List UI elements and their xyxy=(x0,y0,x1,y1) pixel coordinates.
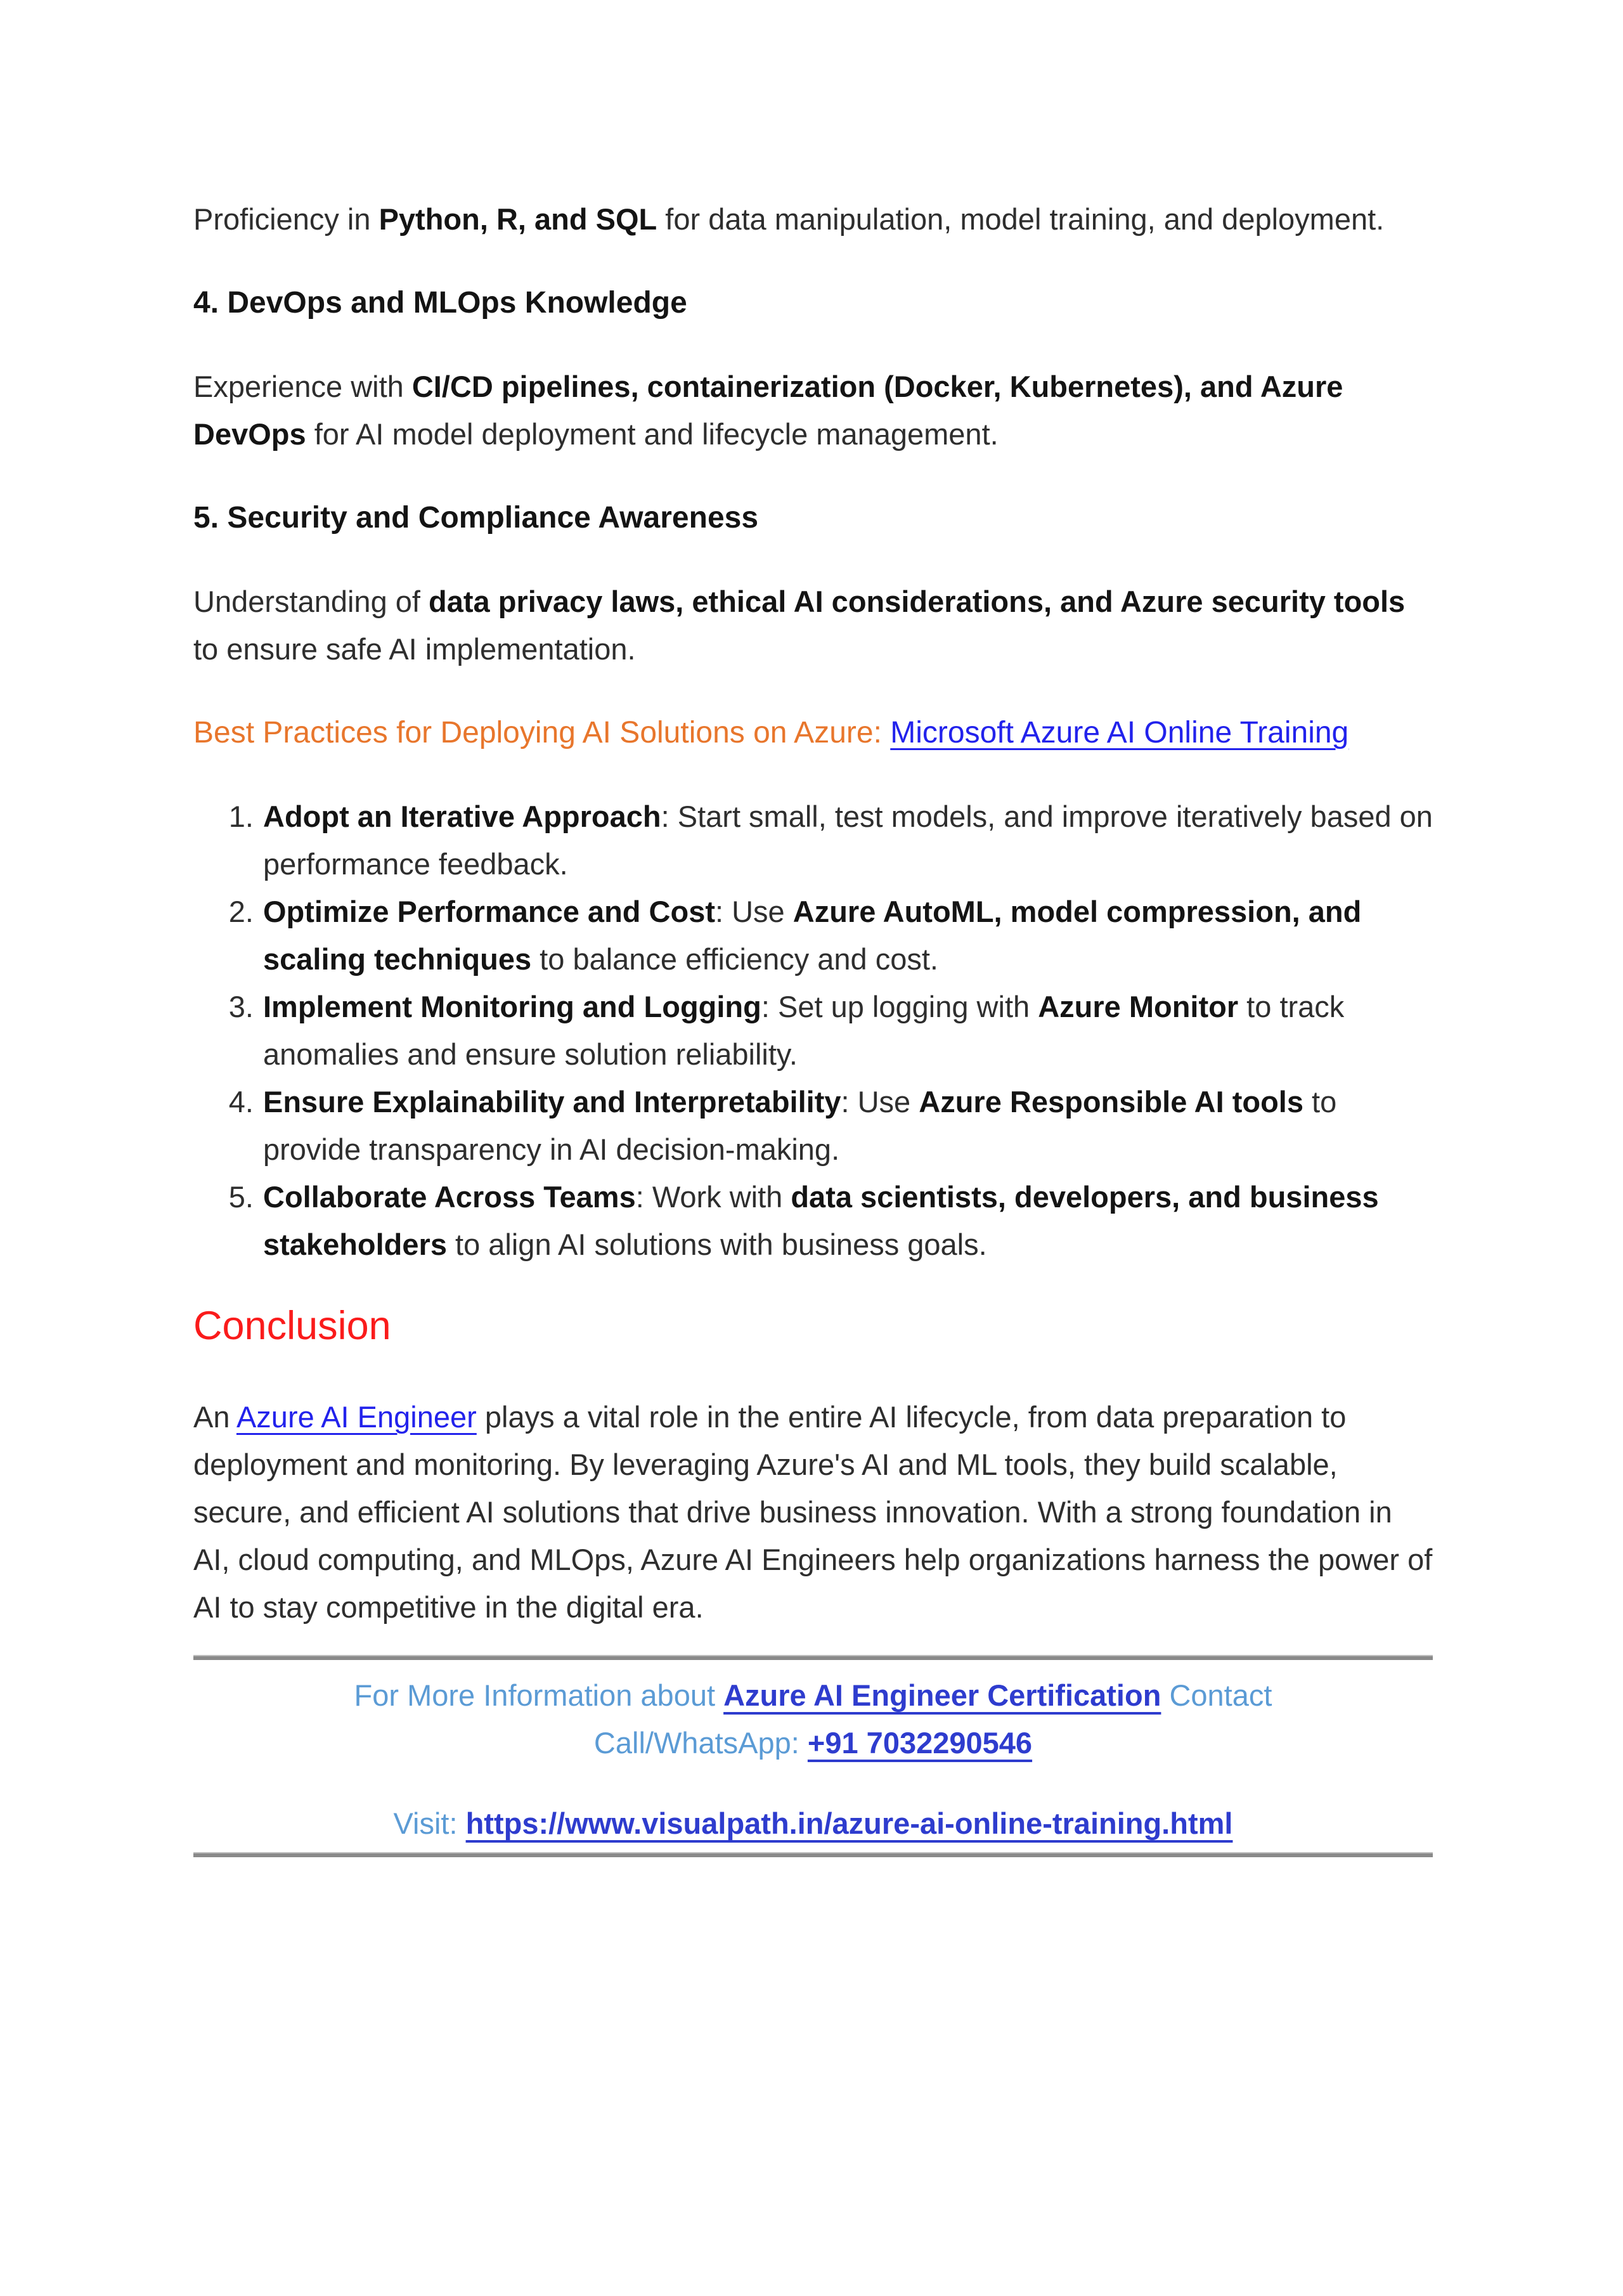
item5-text-run: : Work with xyxy=(635,1180,791,1214)
security-paragraph xyxy=(193,578,1433,673)
item4-text-run-end: to provide transparency in AI decision-making. xyxy=(263,1085,1337,1166)
item4-bold-run: Ensure Explainability and Interpretability xyxy=(263,1085,841,1119)
heading-security-compliance: 5. Security and Compliance Awareness xyxy=(193,501,759,535)
footer-phone-line xyxy=(193,1719,1433,1767)
phone-number-link[interactable]: +91 7032290546 xyxy=(807,1726,1033,1760)
skills-text-run: Proficiency in xyxy=(193,202,379,236)
item5-bold-run-2: data scientists, developers, and business stakeholders xyxy=(263,1180,1379,1261)
footer-info-line xyxy=(193,1671,1433,1719)
separator-line-bottom xyxy=(193,1852,1433,1857)
item3-text-run-end: to track anomalies and ensure solution reliability. xyxy=(263,990,1345,1071)
footer-info-text: For More Information about xyxy=(354,1678,724,1712)
skills-bold-run: Python, R, and SQL xyxy=(378,202,657,236)
devops-bold-run: CI/CD pipelines, containerization (Docker, Kubernetes), and Azure DevOps xyxy=(193,370,1343,451)
best-practices-label: Best Practices for Deploying AI Solutions on Azure: xyxy=(193,716,891,749)
devops-text-run-end: for AI model deployment and lifecycle management. xyxy=(306,417,999,451)
item3-bold-run: Implement Monitoring and Logging xyxy=(263,990,761,1023)
azure-ai-online-training-link[interactable]: Microsoft Azure AI Online Training xyxy=(890,716,1349,749)
devops-paragraph xyxy=(193,363,1433,458)
website-url-link[interactable]: https://www.visualpath.in/azure-ai-online-training.html xyxy=(465,1806,1233,1840)
item5-text-run-end: to align AI solutions with business goals. xyxy=(446,1228,987,1261)
item1-text-run: : Start small, test models, and improve iteratively based on performance feedback. xyxy=(263,800,1433,881)
security-text-run: Understanding of xyxy=(193,585,429,618)
item5-bold-run: Collaborate Across Teams xyxy=(263,1180,636,1214)
separator-line-top xyxy=(193,1655,1433,1660)
visit-label: Visit: xyxy=(393,1806,466,1840)
footer xyxy=(193,1671,1433,1847)
best-practice-item-4 xyxy=(262,1078,1433,1173)
item2-text-run: : Use xyxy=(715,895,793,928)
call-whatsapp-label: Call/WhatsApp: xyxy=(593,1726,808,1760)
devops-text-run: Experience with xyxy=(193,370,412,403)
skills-text-run-end: for data manipulation, model training, and deployment. xyxy=(657,202,1385,236)
item1-bold-run: Adopt an Iterative Approach xyxy=(263,800,661,833)
item2-bold-run-2: Azure AutoML, model compression, and scaling techniques xyxy=(263,895,1362,976)
azure-ai-certification-link[interactable]: Azure AI Engineer Certification xyxy=(723,1678,1161,1712)
footer-visit-line xyxy=(193,1800,1433,1847)
footer-contact-text: Contact xyxy=(1161,1678,1272,1712)
azure-ai-engineer-link[interactable]: Azure AI Engineer xyxy=(236,1400,477,1434)
security-bold-run: data privacy laws, ethical AI considerations, and Azure security tools xyxy=(429,585,1406,618)
best-practices-list xyxy=(193,793,1433,1268)
item2-bold-run: Optimize Performance and Cost xyxy=(263,895,715,928)
conclusion-text-run-end: plays a vital role in the entire AI lifecycle, from data preparation to deployment and monitoring. By leveraging Azure's AI and ML tools, they build scalable, secure, and efficient AI solutions that drive business innovation. With a strong foundation in AI, cloud computing, and MLOps, Azure AI Engineers help organizations harness the power of AI to stay competitive in the digital era. xyxy=(193,1400,1433,1624)
conclusion-text-run: An xyxy=(193,1400,236,1434)
best-practice-item-3 xyxy=(262,983,1433,1078)
heading-devops-mlops: 4. DevOps and MLOps Knowledge xyxy=(193,286,687,320)
item4-text-run: : Use xyxy=(841,1085,919,1119)
item4-bold-run-2: Azure Responsible AI tools xyxy=(919,1085,1303,1119)
security-text-run-end: to ensure safe AI implementation. xyxy=(193,632,636,666)
best-practice-item-1 xyxy=(262,793,1433,888)
conclusion-paragraph xyxy=(193,1393,1433,1631)
skills-paragraph xyxy=(193,195,1433,243)
conclusion-heading: Conclusion xyxy=(193,1304,391,1348)
best-practices-heading xyxy=(193,709,1433,756)
item3-bold-run-2: Azure Monitor xyxy=(1038,990,1239,1023)
item3-text-run: : Set up logging with xyxy=(761,990,1038,1023)
best-practice-item-2 xyxy=(262,888,1433,983)
item2-text-run-end: to balance efficiency and cost. xyxy=(531,942,938,976)
best-practice-item-5 xyxy=(262,1173,1433,1268)
